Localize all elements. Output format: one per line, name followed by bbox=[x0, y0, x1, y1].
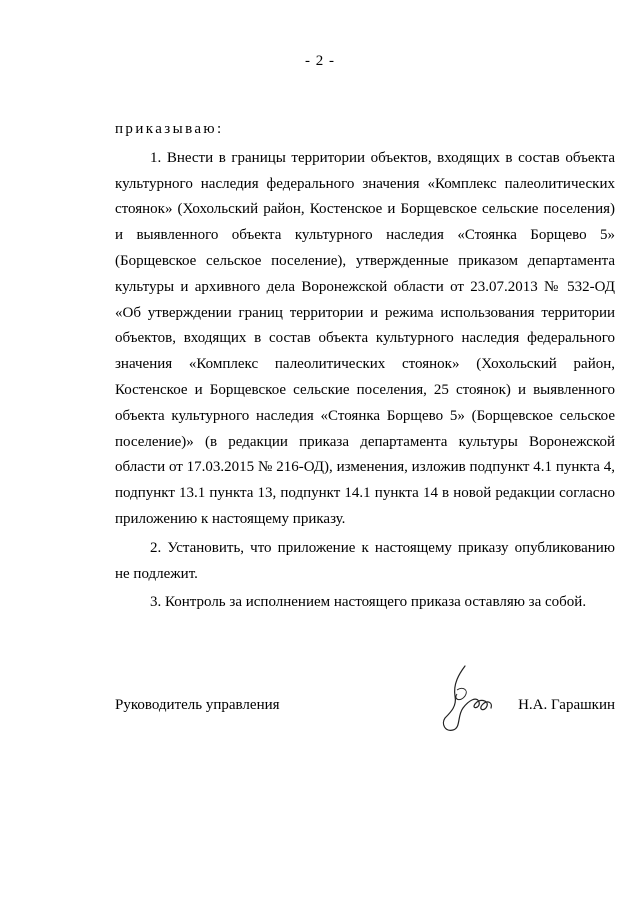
signature-block bbox=[115, 697, 615, 727]
order-intro: приказываю: bbox=[115, 121, 224, 137]
order-body bbox=[115, 117, 615, 616]
paragraph-2: 2. Установить, что приложение к настоящему приказу опубликованию не подлежит. bbox=[115, 539, 615, 582]
signer-name: Н.А. Гарашкин bbox=[518, 697, 615, 713]
signer-position: Руководитель управления bbox=[115, 697, 280, 713]
paragraph-1: 1. Внести в границы территории объектов, входящих в состав объекта культурного наследия федерального значения «Комплекс палеолитических стоянок» (Хохольский район, Костенское и Борщевское сельские поселения) и выявленного объекта культурного наследия «Стоянка Борщево 5» (Борщевское сельское поселение), утвержденные приказом департамента культуры и архивного дела Воронежской области от 23.07.2013 № 532-ОД «Об утверждении границ территории и режима использования территории объектов, входящих в состав объекта культурного наследия федерального значения «Комплекс палеолитических стоянок» (Хохольский район, Костенское и Борщевское сельские поселения, 25 стоянок) и выявленного объекта культурного наследия «Стоянка Борщево 5» (Борщевское сельское поселение)» (в редакции приказа департамента культуры Воронежской области от 17.03.2015 № 216-ОД), изменения, изложив подпункт 4.1 пункта 4, подпункт 13.1 пункта 13, подпункт 14.1 пункта 14 в новой редакции согласно приложению к настоящему приказу. bbox=[115, 149, 615, 527]
paragraph-3: 3. Контроль за исполнением настоящего приказа оставляю за собой. bbox=[150, 594, 587, 611]
handwritten-signature-icon bbox=[435, 660, 499, 740]
page-number: - 2 - bbox=[305, 53, 335, 69]
